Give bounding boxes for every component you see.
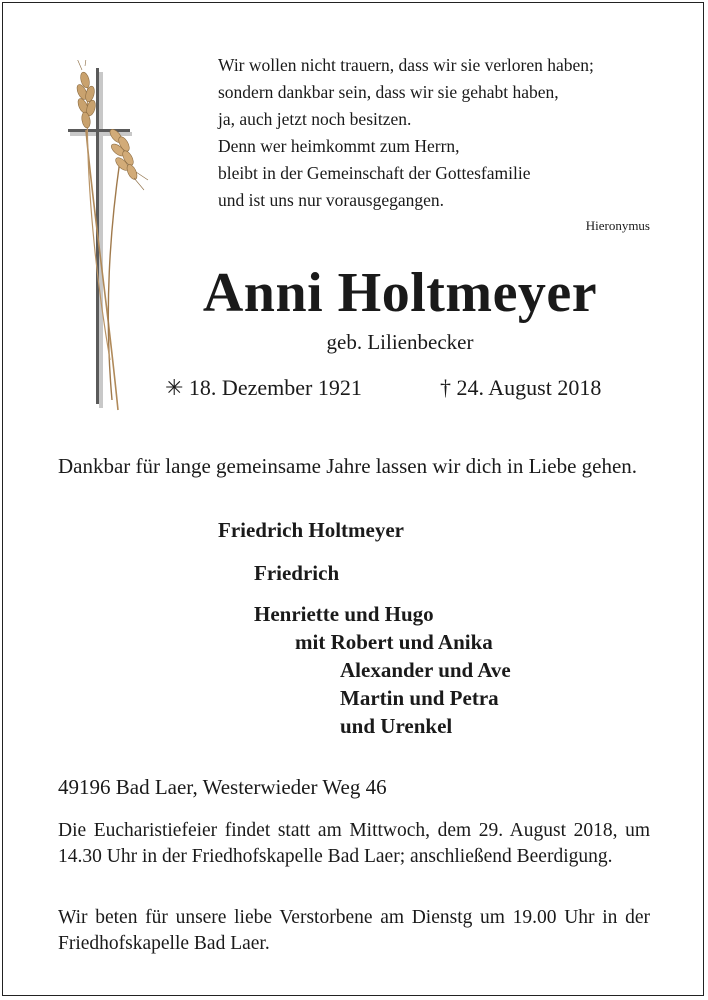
address: 49196 Bad Laer, Westerwieder Weg 46 (58, 775, 387, 799)
poem-line: Denn wer heimkommt zum Herrn, (218, 136, 460, 156)
poem-line: und ist uns nur vorausgegangen. (218, 190, 445, 210)
poem-attribution: Hieronymus (585, 218, 650, 233)
family-daughter: Henriette und Hugo (254, 602, 434, 626)
thanks-text: Dankbar für lange gemeinsame Jahre lassen wir dich in Liebe gehen. (58, 454, 638, 478)
family-grandchildren: mit Robert und Anika (295, 630, 493, 654)
poem-line: sondern dankbar sein, dass wir sie gehabt haben, (218, 82, 559, 102)
poem-line: bleibt in der Gemeinschaft der Gottesfamilie (218, 163, 531, 183)
poem-line: ja, auch jetzt noch besitzen. (218, 109, 412, 129)
maiden-name: geb. Lilienbecker (326, 330, 474, 354)
family-grandchildren: Martin und Petra (340, 686, 499, 710)
service-info: Die Eucharistiefeier findet statt am Mittwoch, dem 29. August 2018, um 14.30 Uhr in der Friedhofskapelle Bad Laer; anschließend Beerdigung. (58, 820, 650, 867)
prayer-info: Wir beten für unsere liebe Verstorbene am Dienstg um 19.00 Uhr in der Friedhofskapelle Bad Laer. (58, 907, 650, 954)
family-husband: Friedrich Holtmeyer (218, 518, 405, 542)
family-son: Friedrich (254, 561, 340, 585)
deceased-name: Anni Holtmeyer (202, 262, 598, 324)
family-grandchildren: Alexander und Ave (340, 658, 511, 682)
birth-date: ✳ 18. Dezember 1921 (165, 375, 362, 400)
family-great-grandchildren: und Urenkel (340, 714, 453, 738)
cross-with-wheat-icon (58, 60, 158, 420)
death-date: † 24. August 2018 (440, 375, 602, 400)
poem-line: Wir wollen nicht trauern, dass wir sie verloren haben; (218, 55, 594, 75)
poem (218, 52, 678, 214)
